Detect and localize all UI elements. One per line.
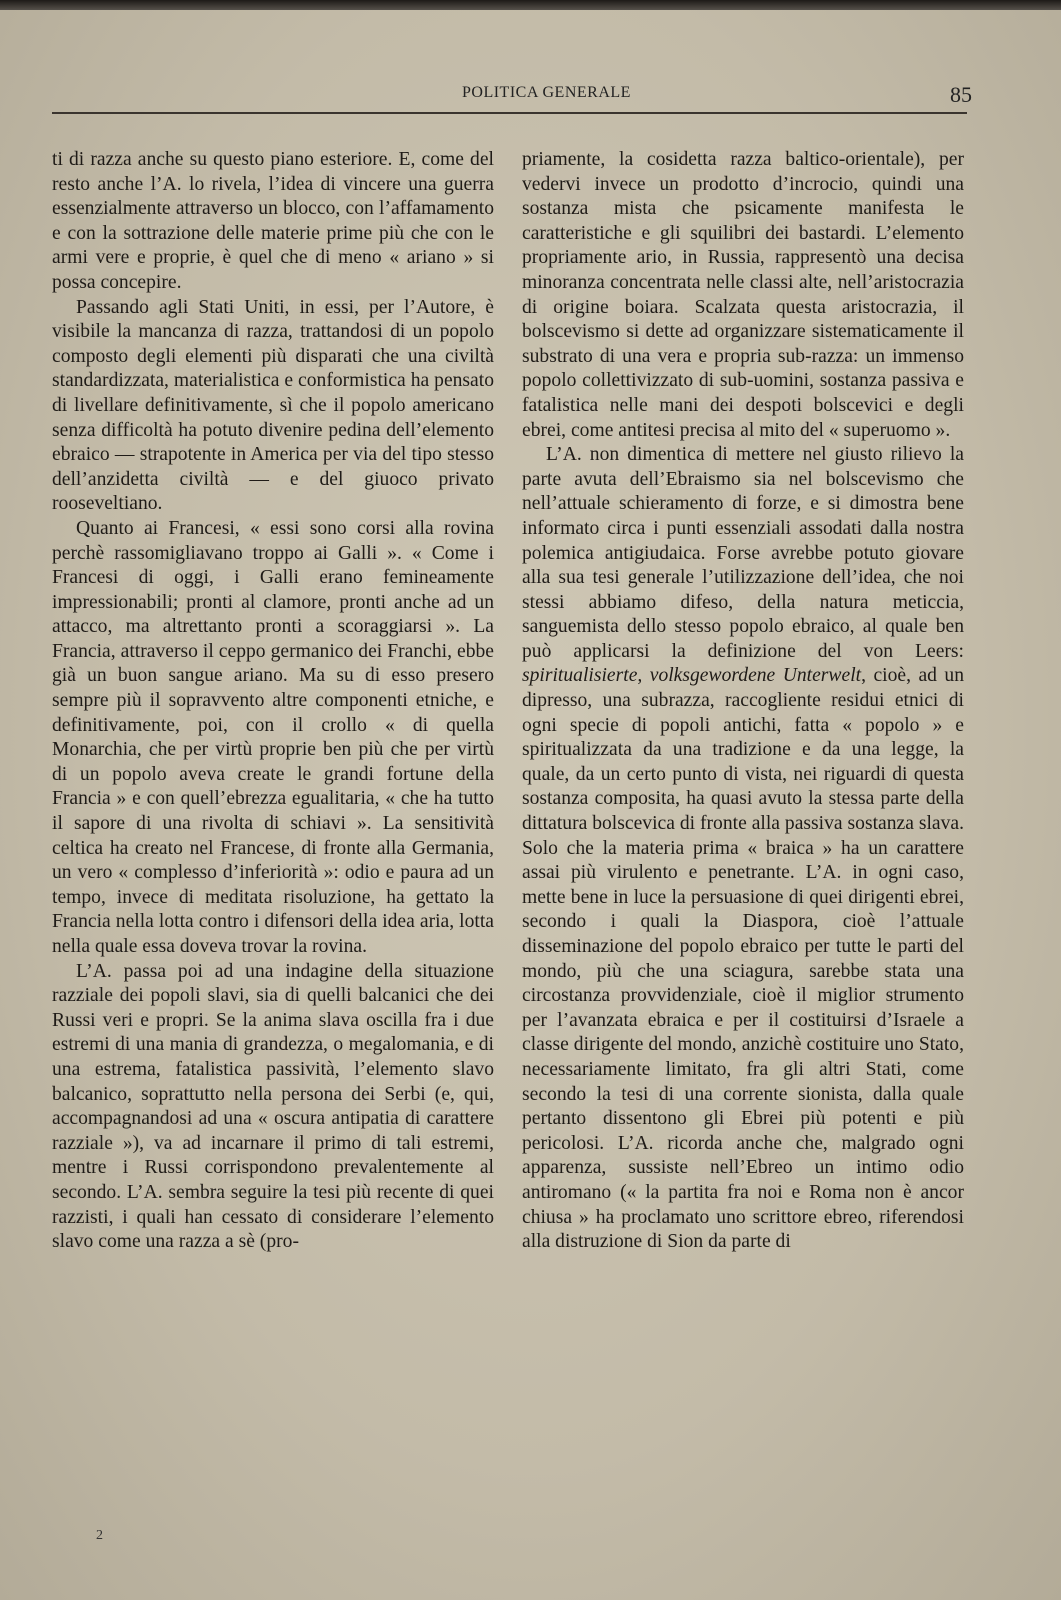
left-column — [52, 148, 494, 1255]
paragraph-text: , cioè, ad un dipresso, una subrazza, raccogliente residui etnici di ogni specie di popoli antichi, fatta « popolo » e spiritualizzata da una tradizione e da una legge, la quale, da un certo punto di vista, nei riguardi di questa sostanza composita, ha quasi avuto la stessa parte della dittatura bolscevica di fronte alla passiva sostanza slava. Solo che la materia prima « braica » ha un carattere assai più virulento e penetrante. L’A. in ogni caso, mette bene in luce la persuasione di quei dirigenti ebrei, secondo i quali la Diaspora, cioè l’attuale disseminazione del popolo ebraico per tutte le parti del mondo, più che una sciagura, sarebbe stata una circostanza provvidenziale, cioè il miglior strumento per l’avanzata ebraica e per il costituirsi d’Israele a classe dirigente del mondo, anzichè costituire uno Stato, necessariamente limitato, fra gli altri Stati, come secondo la tesi di una corrente sionista, dalla quale pertanto dissentono gli Ebrei più potenti e più pericolosi. L’A. ricorda anche che, malgrado ogni apparenza, sussiste nell’Ebreo un intimo odio antiromano (« la partita fra noi e Roma non è ancor chiusa » ha proclamato uno scrittore ebreo, riferendosi alla distruzione di Sion da parte di — [522, 665, 964, 1253]
right-column — [522, 148, 964, 1255]
signature-mark: 2 — [96, 1528, 103, 1543]
paragraph-text: L’A. non dimentica di mettere nel giusto rilievo la parte avuta dell’Ebraismo sia nel bolscevismo che nell’attuale schieramento di forze, e si dimostra bene informato circa i punti essenziali assodati dalla nostra polemica antigiudaica. Forse avrebbe potuto giovare alla sua tesi generale l’utilizzazione dell’idea, che noi stessi abbiamo difeso, della natura meticcia, sanguemista dello stesso popolo ebraico, al quale ben può applicarsi la definizione del von Leers: — [522, 444, 964, 662]
paragraph: L’A. passa poi ad una indagine della situazione razziale dei popoli slavi, sia di quelli balcanici che dei Russi veri e propri. Se la anima slava oscilla fra i due estremi di una mania di grandezza, o megalomania, e di una estrema, fatalistica passività, l’elemento slavo balcanico, soprattutto nella persona dei Serbi (e, qui, accompagnandosi ad una « oscura antipatia di carattere razziale »), va ad incarnare il primo di tali estremi, mentre i Russi corrispondono prevalentemente al secondo. L’A. sembra seguire la tesi più recente di quei razzisti, i quali han cessato di considerare l’elemento slavo come una razza a sè (pro- — [52, 960, 494, 1253]
running-title: POLITICA GENERALE — [462, 84, 631, 101]
paragraph: ti di razza anche su questo piano esteriore. E, come del resto anche l’A. lo rivela, l’idea di vincere una guerra essenzialmente attraverso un blocco, con l’affamamento e con la sottrazione delle materie prime più che con le armi vere e proprie, è quel che di meno « ariano » si possa concepire. — [52, 149, 494, 293]
page-number: 85 — [950, 82, 972, 107]
paragraph: Quanto ai Francesi, « essi sono corsi alla rovina perchè rassomigliavano troppo ai Galli ». « Come i Francesi di oggi, i Galli erano femineamente impressionabili; pronti al clamore, pronti anche ad un attacco, ma altrettanto pronti a scoraggiarsi ». La Francia, attraverso il ceppo germanico dei Franchi, ebbe già un buon sangue ariano. Ma su di esso presero sempre più il sopravvento altre componenti etniche, e definitivamente, poi, con il crollo « di quella Monarchia, che per virtù proprie ben più che per virtù di un popolo aveva create le grandi fortune della Francia » e con quell’ebrezza egualitaria, « che ha tutto il sapore di una rivolta di schiavi ». La sensitività celtica ha creato nel Francese, di fronte alla Germania, un vero « complesso d’inferiorità »: odio e paura ad un tempo, invece di meditata risoluzione, ha gettato la Francia nella lotta contro i difensori della idea aria, lotta nella quale essa doveva trovar la rovina. — [52, 517, 494, 957]
paragraph: priamente, la cosidetta razza baltico-orientale), per vedervi invece un prodotto d’incrocio, quindi una sostanza mista che psicamente manifesta le caratteristiche e gli squilibri dei bastardi. L’elemento propriamente ario, in Russia, rappresentò una decisa minoranza concentrata nelle classi alte, nell’aristocrazia di origine boiara. Scalzata questa aristocrazia, il bolscevismo si dette ad organizzare sistematicamente il substrato di una vera e propria sub-razza: un immenso popolo collettivizzato di sub-uomini, sostanza passiva e fatalistica nelle mani dei despoti bolscevici e degli ebrei, come antitesi precisa al mito del « superuomo ». — [522, 149, 964, 441]
page-header — [52, 80, 972, 114]
header-rule — [52, 112, 967, 114]
paragraph — [522, 443, 964, 1255]
scan-top-edge — [0, 0, 1061, 10]
italic-quote: spiritualisierte, volksgewordene Unterwelt — [522, 665, 862, 687]
paragraph: Passando agli Stati Uniti, in essi, per l’Autore, è visibile la mancanza di razza, trattandosi di un popolo composto degli elementi più disparati che una civiltà standardizzata, materialistica e conformistica ha pensato di livellare definitivamente, sì che il popolo americano senza difficoltà ha potuto divenire pedina dell’elemento ebraico — strapotente in America per via del tipo stesso dell’anzidetta civiltà — e del giuoco privato rooseveltiano. — [52, 296, 494, 515]
